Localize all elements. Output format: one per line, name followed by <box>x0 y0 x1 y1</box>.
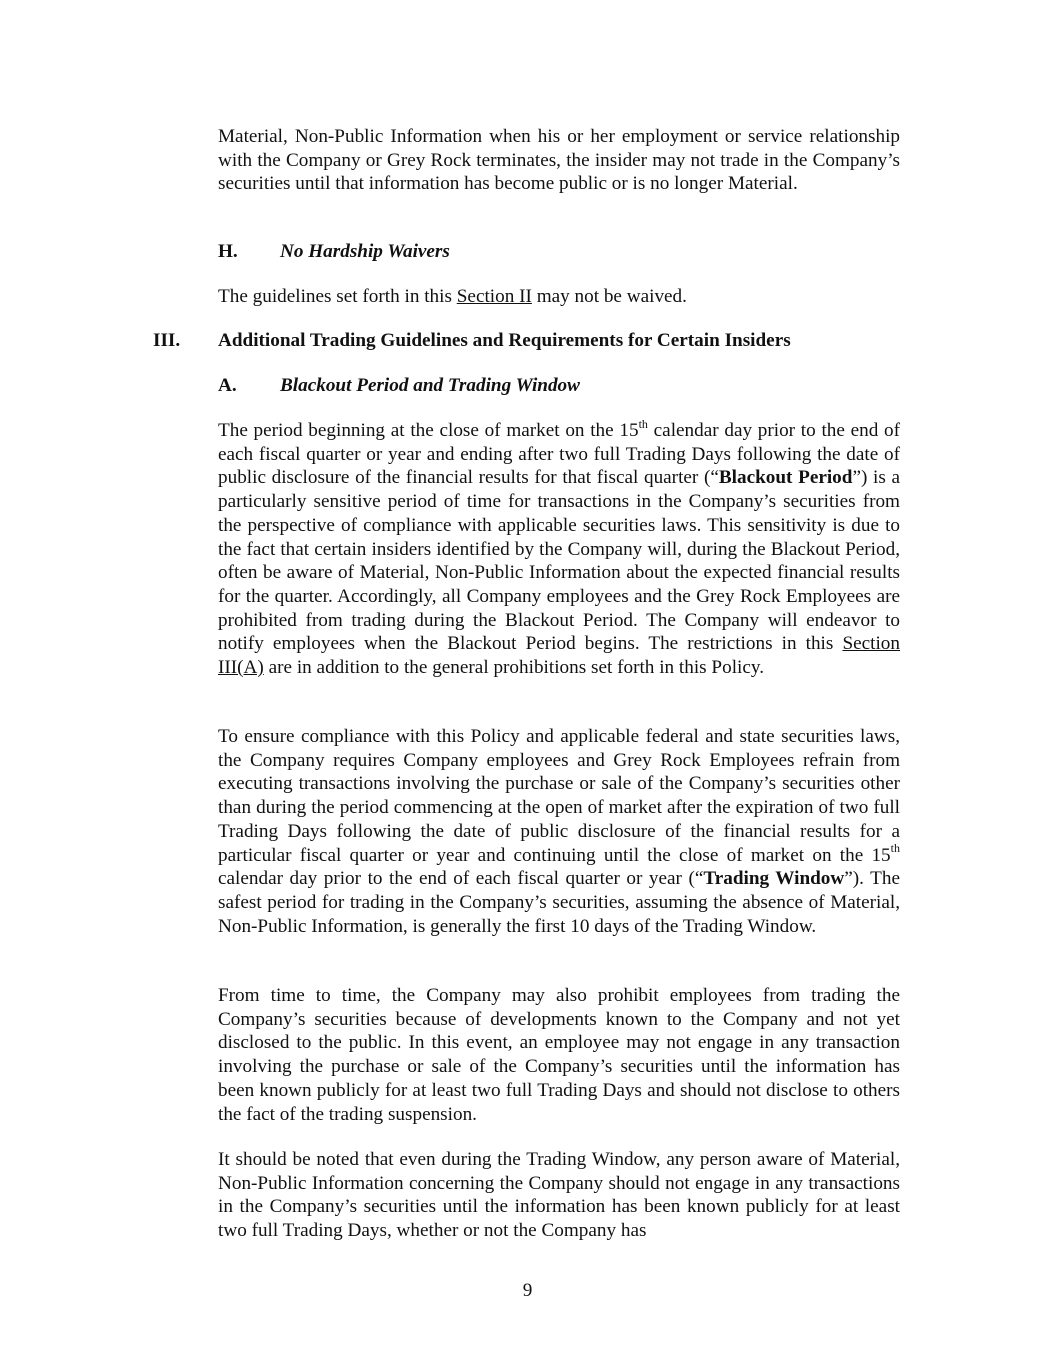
p2-superscript: th <box>890 841 900 856</box>
section-ii-reference: Section II <box>456 286 532 307</box>
p2-text-1: To ensure compliance with this Policy and applicable federal and state securities laws, the Company requires Company employees and Grey Rock Employees refrain from executing transactions involving the purchase or sale of the Company’s securities other than during the period commencing at the open of market after the expiration of two full Trading Days following the date of public disclosure of the financial results for a particular fiscal quarter or year and continuing until the close of market on the 15 <box>218 726 900 866</box>
trading-window-note-paragraph: It should be noted that even during the Trading Window, any person aware of Material, Non-Public Information concerning the Company should not engage in any transactions in the Company’s securities until the information has been known publicly for at least two full Trading Days, whether or not the Company has <box>218 1149 900 1242</box>
section-iii-title: Additional Trading Guidelines and Requirements for Certain Insiders <box>218 330 791 351</box>
section-h-letter: H. <box>218 241 238 262</box>
trading-window-paragraph <box>218 725 900 938</box>
section-a-title: Blackout Period and Trading Window <box>280 375 580 396</box>
p1-text-2: calendar day prior to the end of each fiscal quarter or year and ending after two full Trading Days following the date of public disclosure of the financial results for that fiscal quarter (“ <box>218 420 901 489</box>
p1-text-4: are in addition to the general prohibitions set forth in this Policy. <box>263 657 765 679</box>
blackout-period-paragraph <box>218 416 901 680</box>
section-a-letter: A. <box>218 375 237 396</box>
page-number: 9 <box>522 1280 533 1301</box>
section-h-title: No Hardship Waivers <box>280 241 450 262</box>
blackout-period-term: Blackout Period <box>718 467 853 489</box>
section-h-body-text-end: may not be waived. <box>531 286 687 307</box>
section-h-body <box>218 285 900 309</box>
p1-superscript: th <box>638 416 648 431</box>
section-h-body-text: The guidelines set forth in this <box>218 286 457 307</box>
trading-suspension-paragraph: From time to time, the Company may also prohibit employees from trading the Company’s securities because of developments known to the Company and not yet disclosed to the public. In this event, an employee may not engage in any transaction involving the purchase or sale of the Company’s securities until the information has been known publicly for at least two full Trading Days and should not disclose to others the fact of the trading suspension. <box>218 985 900 1125</box>
p2-text-2: calendar day prior to the end of each fiscal quarter or year (“ <box>218 868 704 890</box>
section-iii-numeral: III. <box>153 330 181 351</box>
trading-window-term: Trading Window <box>703 868 845 890</box>
p1-text-1: The period beginning at the close of market on the 15 <box>218 420 639 441</box>
section-iii-a-reference: Section III(A) <box>218 633 900 679</box>
p2-text-3: ”). The safest period for trading in the Company’s securities, assuming the absence of Material, Non-Public Information, is generally the first 10 days of the Trading Window. <box>218 868 900 937</box>
p1-text-3: ”) is a particularly sensitive period of time for transactions in the Company’s securities from the perspective of compliance with applicable securities laws. This sensitivity is due to the fact that certain insiders identified by the Company will, during the Blackout Period, often be aware of Material, Non-Public Information about the expected financial results for the quarter. Accordingly, all Company employees and the Grey Rock Employees are prohibited from trading during the Blackout Period. The Company will endeavor to notify employees when the Blackout Period begins. The restrictions in this <box>218 467 900 655</box>
continuation-paragraph: Material, Non-Public Information when his or her employment or service relationship with the Company or Grey Rock terminates, the insider may not trade in the Company’s securities until that information has become public or is no longer Material. <box>218 126 900 195</box>
